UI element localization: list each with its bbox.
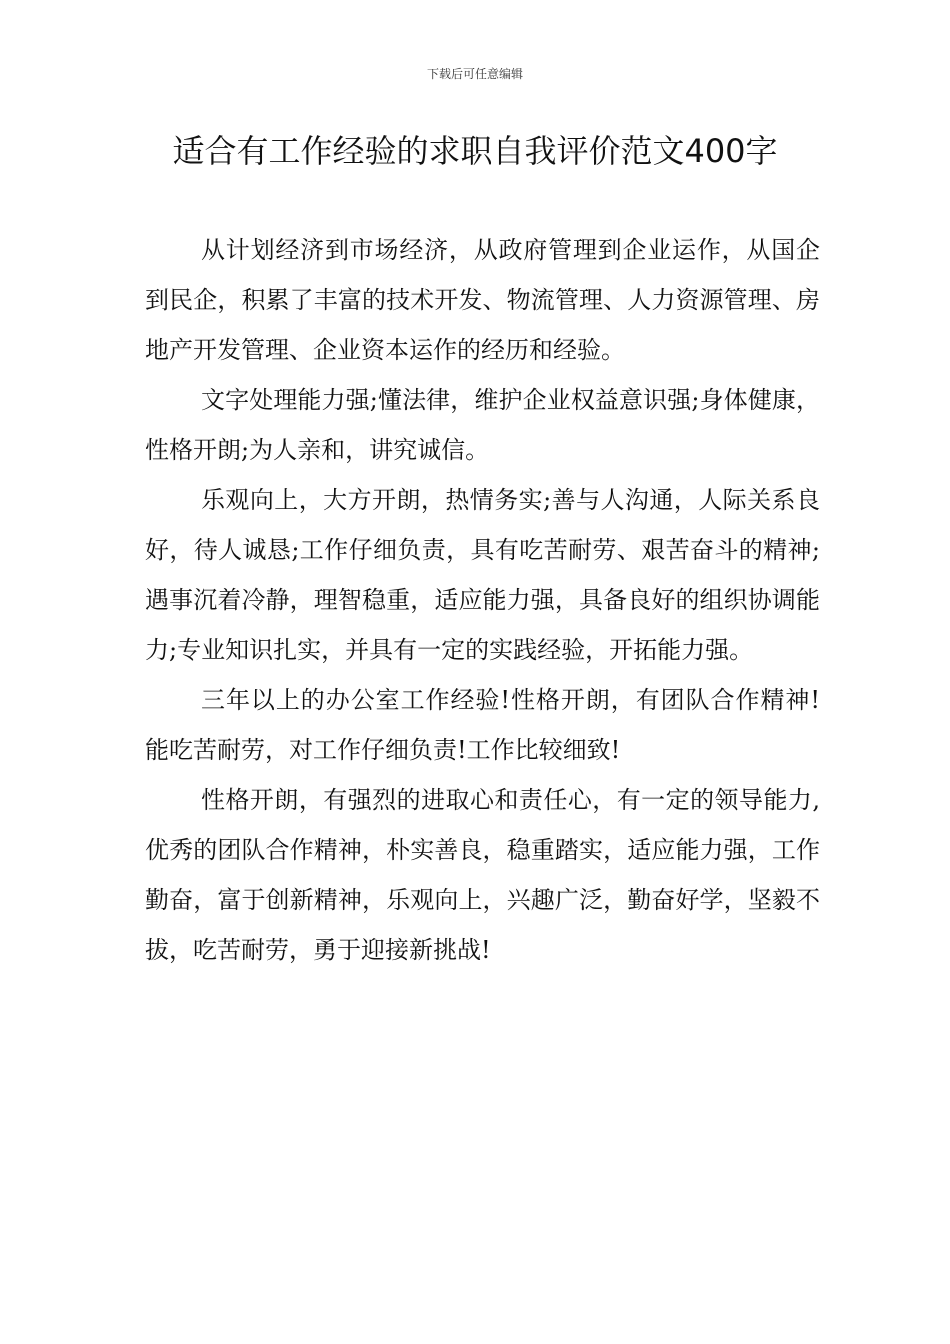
paragraph: 文字处理能力强;懂法律，维护企业权益意识强;身体健康，性格开朗;为人亲和，讲究诚信。: [145, 386, 820, 464]
paragraph: 从计划经济到市场经济，从政府管理到企业运作，从国企到民企，积累了丰富的技术开发、物流管理、人力资源管理、房地产开发管理、企业资本运作的经历和经验。: [145, 236, 820, 364]
paragraph: 乐观向上，大方开朗，热情务实;善与人沟通，人际关系良好，待人诚恳;工作仔细负责，具有吃苦耐劳、艰苦奋斗的精神;遇事沉着冷静，理智稳重，适应能力强，具备良好的组织协调能力;专业知识扎实，并具有一定的实践经验，开拓能力强。: [145, 486, 820, 664]
document-title: 适合有工作经验的求职自我评价范文400字: [172, 132, 778, 170]
paragraph: 性格开朗，有强烈的进取心和责任心，有一定的领导能力,优秀的团队合作精神，朴实善良，稳重踏实，适应能力强，工作勤奋，富于创新精神，乐观向上，兴趣广泛，勤奋好学，坚毅不拔，吃苦耐劳，勇于迎接新挑战!: [145, 786, 820, 964]
header-note: 下载后可任意编辑: [426, 67, 523, 81]
document-body: [145, 225, 820, 975]
paragraph: 三年以上的办公室工作经验!性格开朗，有团队合作精神!能吃苦耐劳，对工作仔细负责!工作比较细致!: [145, 686, 820, 764]
